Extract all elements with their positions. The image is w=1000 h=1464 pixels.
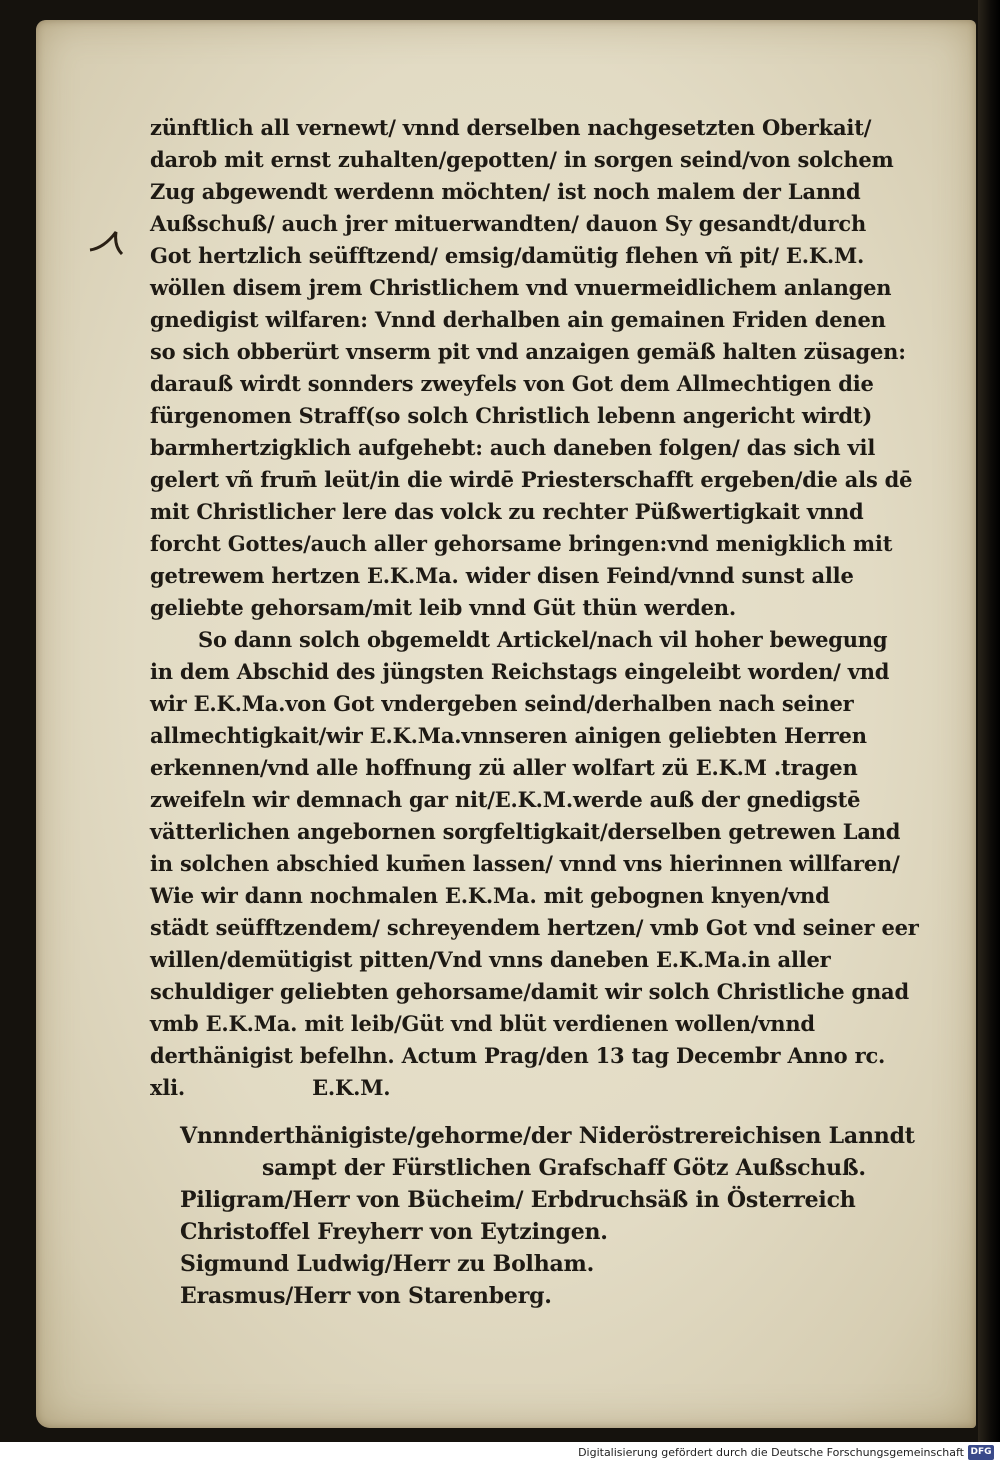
text-line: erkennen/vnd alle hoffnung zü aller wolfart zü E.K.M .tragen	[150, 755, 858, 780]
year-marker: xli.	[150, 1075, 185, 1100]
book-spine-edge	[978, 0, 1000, 1442]
dfg-logo-icon: DFG	[968, 1445, 994, 1460]
text-line: getrewem hertzen E.K.Ma. wider disen Feind/vnnd sunst alle	[150, 563, 854, 588]
footer-bar	[0, 1442, 1000, 1464]
signatory-name: Sigmund Ludwig/Herr zu Bolham.	[180, 1251, 595, 1277]
text-line: forcht Gottes/auch aller gehorsame bringen:vnd menigklich mit	[150, 531, 893, 556]
text-line: allmechtigkait/wir E.K.Ma.vnnseren ainigen geliebten Herren	[150, 723, 867, 748]
text-line: gelert vñ frum̄ leüt/in die wirdē Priesterschafft ergeben/die als dē	[150, 467, 913, 492]
text-line: zünftlich all vernewt/ vnnd derselben nachgesetzten Oberkait/	[150, 115, 872, 140]
main-text-block	[150, 112, 950, 1104]
text-line: vätterlichen angebornen sorgfeltigkait/derselben getrewen Land	[150, 819, 901, 844]
signature-heading: Vnnnderthänigiste/gehorme/der Nideröstrereichisen Lanndt	[180, 1123, 915, 1149]
margin-mark-icon	[86, 220, 126, 260]
signatory-name: Christoffel Freyherr von Eytzingen.	[180, 1219, 608, 1245]
text-line: schuldiger geliebten gehorsame/damit wir solch Christliche gnad	[150, 979, 909, 1004]
text-line: darob mit ernst zuhalten/gepotten/ in sorgen seind/von solchem	[150, 147, 894, 172]
text-line: darauß wirdt sonnders zweyfels von Got dem Allmechtigen die	[150, 371, 874, 396]
text-line: Außschuß/ auch jrer mituerwandten/ dauon Sy gesandt/durch	[150, 211, 867, 236]
closing-line	[150, 1072, 950, 1104]
text-line: mit Christlicher lere das volck zu rechter Püßwertigkait vnnd	[150, 499, 864, 524]
text-line: barmhertzigklich aufgehebt: auch daneben folgen/ das sich vil	[150, 435, 876, 460]
text-line: in dem Abschid des jüngsten Reichstags eingeleibt worden/ vnd	[150, 659, 890, 684]
text-line: städt seüfftzendem/ schreyendem hertzen/ vmb Got vnd seiner eer	[150, 915, 919, 940]
signatory-name: Erasmus/Herr von Starenberg.	[180, 1283, 552, 1309]
signatory-name: Piligram/Herr von Bücheim/ Erbdruchsäß in Österreich	[180, 1187, 856, 1213]
text-line: in solchen abschied kum̄en lassen/ vnnd vns hierinnen willfaren/	[150, 851, 900, 876]
text-line: wöllen disem jrem Christlichem vnd vnuermeidlichem anlangen	[150, 275, 892, 300]
footer-credit: Digitalisierung gefördert durch die Deutsche Forschungsgemeinschaft	[578, 1446, 964, 1459]
text-line: So dann solch obgemeldt Artickel/nach vil hoher bewegung	[198, 627, 888, 652]
text-line: geliebte gehorsam/mit leib vnnd Güt thün werden.	[150, 595, 736, 620]
text-line: Zug abgewendt werdenn möchten/ ist noch malem der Lannd	[150, 179, 861, 204]
text-line: fürgenomen Straff(so solch Christlich lebenn angericht wirdt)	[150, 403, 873, 428]
text-line: so sich obberürt vnserm pit vnd anzaigen gemäß halten züsagen:	[150, 339, 906, 364]
text-line: gnedigist wilfaren: Vnnd derhalben ain gemainen Friden denen	[150, 307, 886, 332]
text-line: wir E.K.Ma.von Got vndergeben seind/derhalben nach seiner	[150, 691, 854, 716]
text-line: vmb E.K.Ma. mit leib/Güt vnd blüt verdienen wollen/vnnd	[150, 1011, 815, 1036]
text-line: zweifeln wir demnach gar nit/E.K.M.werde auß der gnedigstē	[150, 787, 861, 812]
text-line: Got hertzlich seüfftzend/ emsig/damütig flehen vñ pit/ E.K.M.	[150, 243, 865, 268]
closing-initials: E.K.M.	[312, 1075, 391, 1100]
signature-block	[180, 1120, 980, 1312]
text-line: Wie wir dann nochmalen E.K.Ma. mit gebognen knyen/vnd	[150, 883, 830, 908]
text-line: derthänigist befelhn. Actum Prag/den 13 tag Decembr Anno rc.	[150, 1043, 886, 1068]
signature-heading-sub: sampt der Fürstlichen Grafschaff Götz Außschuß.	[262, 1155, 866, 1181]
text-line: willen/demütigist pitten/Vnd vnns daneben E.K.Ma.in aller	[150, 947, 831, 972]
